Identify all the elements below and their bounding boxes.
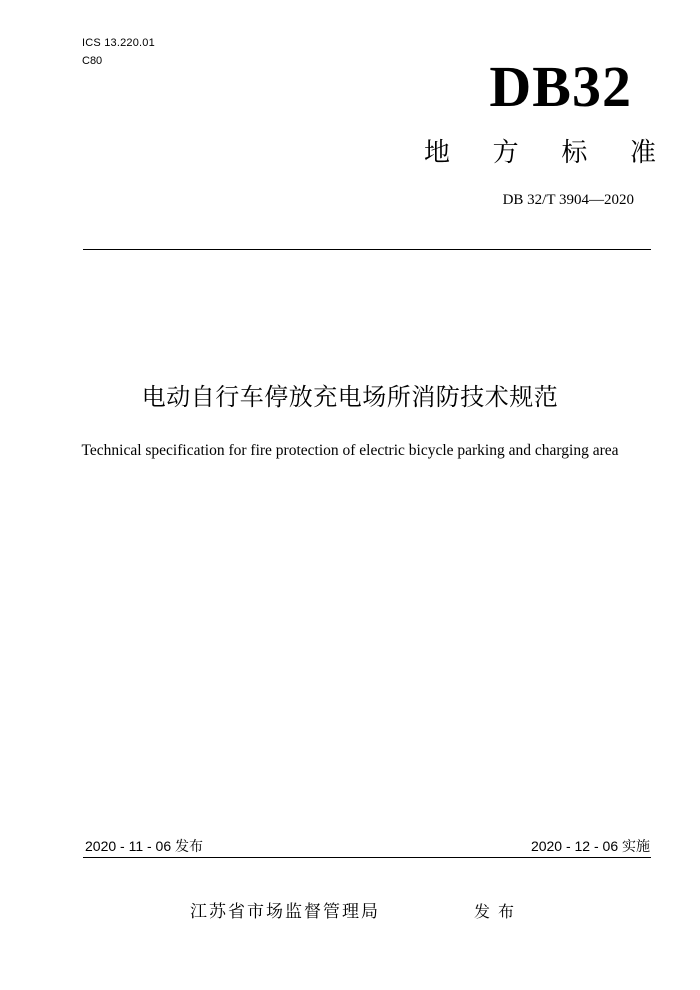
document-title-english: Technical specification for fire protection of electric bicycle parking and charging area — [81, 442, 619, 459]
standard-type-char: 准 — [629, 138, 656, 168]
issue-date: 2020 - 11 - 06 发布 — [85, 838, 204, 854]
ccs-code: C80 — [82, 55, 103, 67]
standard-type-char: 标 — [561, 138, 588, 168]
ics-code: ICS 13.220.01 — [82, 37, 155, 49]
standard-type-char: 地 — [424, 138, 451, 168]
footer-divider — [83, 857, 651, 858]
document-title-chinese: 电动自行车停放充电场所消防技术规范 — [141, 383, 559, 411]
standard-number: DB 32/T 3904—2020 — [502, 192, 634, 208]
standard-logo: DB32 — [489, 54, 632, 119]
header-divider — [83, 249, 651, 250]
issue-label: 发布 — [474, 902, 523, 921]
standard-type-char: 方 — [492, 138, 519, 168]
implementation-date: 2020 - 12 - 06 实施 — [530, 838, 650, 854]
standard-type — [424, 136, 656, 170]
issuing-authority: 江苏省市场监督管理局 — [190, 902, 380, 922]
